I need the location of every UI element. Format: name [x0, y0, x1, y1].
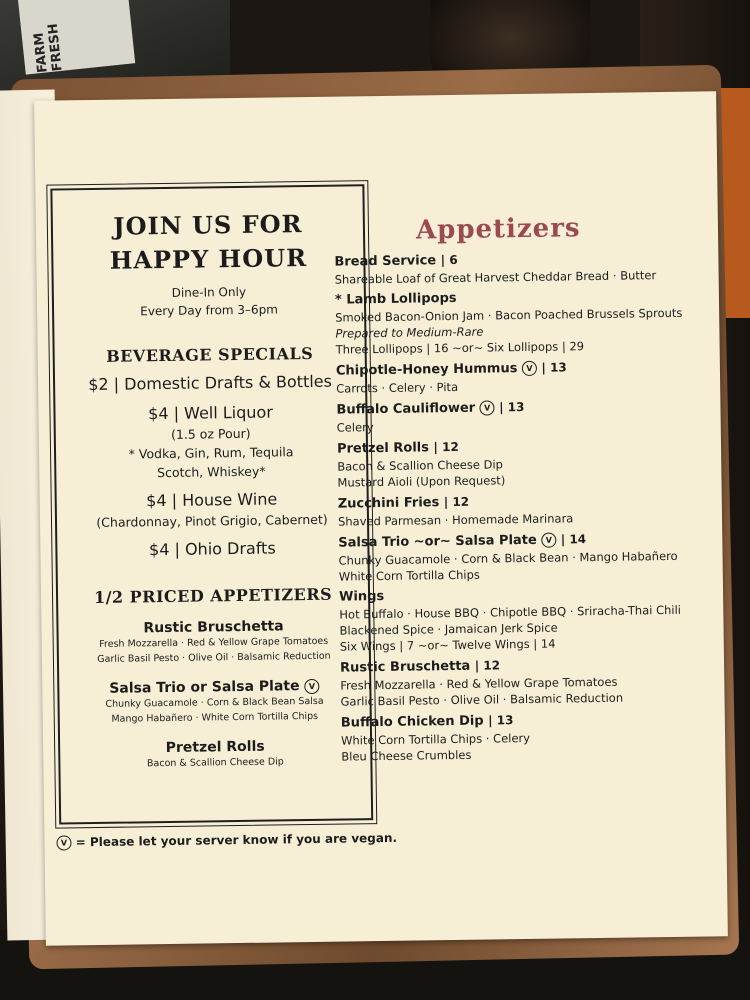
- appetizer-desc: Garlic Basil Pesto · Olive Oil · Balsamic Reduction: [340, 690, 624, 709]
- appetizer-price: | 13: [488, 713, 514, 728]
- beverage-note: Scotch, Whiskey*: [156, 463, 266, 481]
- happy-hour-title-line2: HAPPY HOUR: [109, 242, 308, 275]
- appetizer-item: [338, 489, 708, 529]
- appetizer-label: Rustic Bruschetta: [339, 658, 471, 676]
- half-priced-item: [60, 737, 370, 772]
- beverage-list: [55, 370, 368, 562]
- appetizer-price: | 12: [433, 439, 459, 455]
- happy-hour-schedule: Every Day from 3–6pm: [140, 302, 279, 319]
- appetizer-desc: White Corn Tortilla Chips: [338, 567, 480, 584]
- half-priced-item-desc: Bacon & Scallion Cheese Dip: [146, 756, 284, 770]
- appetizer-desc: Chunky Guacamole · Corn & Black Bean · Mango Habañero: [338, 548, 678, 568]
- appetizer-label: Buffalo Cauliflower: [336, 400, 476, 418]
- vegan-icon: V: [522, 361, 537, 376]
- appetizer-item: [336, 395, 706, 435]
- happy-hour-subtitle: [54, 281, 364, 321]
- appetizer-desc: Shareable Loaf of Great Harvest Cheddar Bread · Butter: [334, 268, 657, 287]
- appetizer-price: | 13: [499, 399, 525, 415]
- appetizer-item: [335, 286, 706, 357]
- appetizer-label: Chipotle-Honey Hummus: [335, 361, 518, 379]
- half-priced-list: [58, 617, 370, 772]
- appetizer-desc: White Corn Tortilla Chips · Celery: [340, 730, 531, 748]
- half-priced-item: [58, 617, 369, 667]
- appetizer-desc: Bleu Cheese Crumbles: [341, 747, 472, 764]
- appetizer-item: [337, 434, 708, 490]
- appetizer-label: Pretzel Rolls: [336, 440, 430, 457]
- appetizer-price: | 12: [443, 494, 470, 510]
- vegan-legend: [56, 831, 397, 851]
- beverage-note: * Vodka, Gin, Rum, Tequila: [128, 444, 294, 462]
- appetizer-item: [334, 247, 704, 287]
- appetizer-item: [341, 708, 712, 764]
- dine-in-note: Dine-In Only: [171, 285, 247, 301]
- half-priced-item: [59, 677, 370, 727]
- half-priced-item-label: Rustic Bruschetta: [143, 618, 284, 637]
- background-logo-text: FARM FRESH: [31, 22, 66, 74]
- appetizer-item: [339, 583, 710, 654]
- appetizer-desc: Celery: [336, 420, 374, 435]
- half-priced-item-desc: Mango Habañero · White Corn Tortilla Chips: [111, 711, 319, 725]
- appetizer-desc: Fresh Mozzarella · Red & Yellow Grape Tomatoes: [340, 674, 618, 693]
- appetizer-label: * Lamb Lollipops: [334, 290, 457, 308]
- appetizer-desc: Smoked Bacon-Onion Jam · Bacon Poached Brussels Sprouts: [335, 305, 683, 325]
- half-priced-item-desc: Chunky Guacamole · Corn & Black Bean Salsa: [105, 696, 324, 711]
- appetizer-label: Salsa Trio ~or~ Salsa Plate: [338, 532, 537, 551]
- appetizer-desc: Prepared to Medium-Rare: [335, 324, 484, 341]
- appetizer-label: Zucchini Fries: [337, 495, 440, 512]
- vegan-legend-text: = Please let your server know if you are vegan.: [75, 830, 398, 850]
- appetizer-desc: Shaved Parmesan · Homemade Marinara: [337, 511, 574, 529]
- appetizer-price: | 14: [560, 532, 587, 547]
- background-logo: [18, 0, 135, 75]
- vegan-icon: V: [480, 400, 495, 415]
- half-priced-item-label: Salsa Trio or Salsa Plate: [109, 678, 300, 697]
- appetizer-desc: Bacon & Scallion Cheese Dip: [337, 457, 503, 474]
- beverage-name: $4 | Well Liquor: [148, 402, 273, 424]
- appetizer-label: Buffalo Chicken Dip: [340, 713, 484, 731]
- half-priced-title: 1/2 PRICED APPETIZERS: [93, 584, 333, 608]
- appetizer-desc: Six Wings | 7 ~or~ Twelve Wings | 14: [339, 636, 556, 654]
- beverage-item: [55, 400, 366, 483]
- happy-hour-box: [50, 184, 373, 824]
- beverage-item: [57, 487, 368, 532]
- appetizer-item: [340, 653, 711, 709]
- beverage-name: $4 | House Wine: [146, 489, 278, 511]
- vegan-icon: V: [541, 533, 556, 548]
- half-priced-item-desc: Fresh Mozzarella · Red & Yellow Grape Tomatoes: [99, 635, 329, 651]
- beverage-name: $4 | Ohio Drafts: [148, 538, 276, 560]
- beverage-note: (1.5 oz Pour): [170, 426, 251, 443]
- appetizers-column: [334, 211, 712, 768]
- appetizer-label: Bread Service: [334, 253, 437, 270]
- vegan-icon: V: [304, 679, 319, 694]
- appetizer-label: Wings: [338, 588, 385, 605]
- happy-hour-title: [53, 206, 364, 278]
- happy-hour-title-line1: JOIN US FOR: [113, 209, 303, 241]
- appetizers-list: [334, 247, 711, 764]
- appetizer-desc: Carrots · Celery · Pita: [336, 379, 459, 396]
- appetizer-item: [336, 356, 706, 396]
- appetizer-price: | 6: [440, 252, 458, 268]
- menu-sheet: [34, 91, 728, 945]
- appetizers-title: Appetizers: [415, 213, 581, 246]
- beverage-specials-title: BEVERAGE SPECIALS: [105, 344, 314, 367]
- appetizer-desc: Hot Buffalo · House BBQ · Chipotle BBQ · Sriracha-Thai Chili: [339, 602, 682, 622]
- appetizer-price: | 12: [474, 658, 501, 673]
- appetizer-desc: Blackened Spice · Jamaican Jerk Spice: [339, 620, 558, 638]
- beverage-name: $2 | Domestic Drafts & Bottles: [88, 371, 333, 395]
- beverage-item: [57, 536, 367, 562]
- half-priced-item-label: Pretzel Rolls: [165, 738, 265, 757]
- half-priced-item-desc: Garlic Basil Pesto · Olive Oil · Balsamic Reduction: [97, 650, 331, 666]
- vegan-icon: V: [56, 835, 71, 850]
- beverage-item: [55, 370, 365, 396]
- beverage-note: (Chardonnay, Pinot Grigio, Cabernet): [96, 511, 328, 531]
- appetizer-price: | 13: [541, 360, 567, 375]
- appetizer-item: [338, 528, 709, 584]
- appetizer-desc: Three Lollipops | 16 ~or~ Six Lollipops | 29: [335, 339, 585, 357]
- appetizer-desc: Mustard Aioli (Upon Request): [337, 473, 506, 490]
